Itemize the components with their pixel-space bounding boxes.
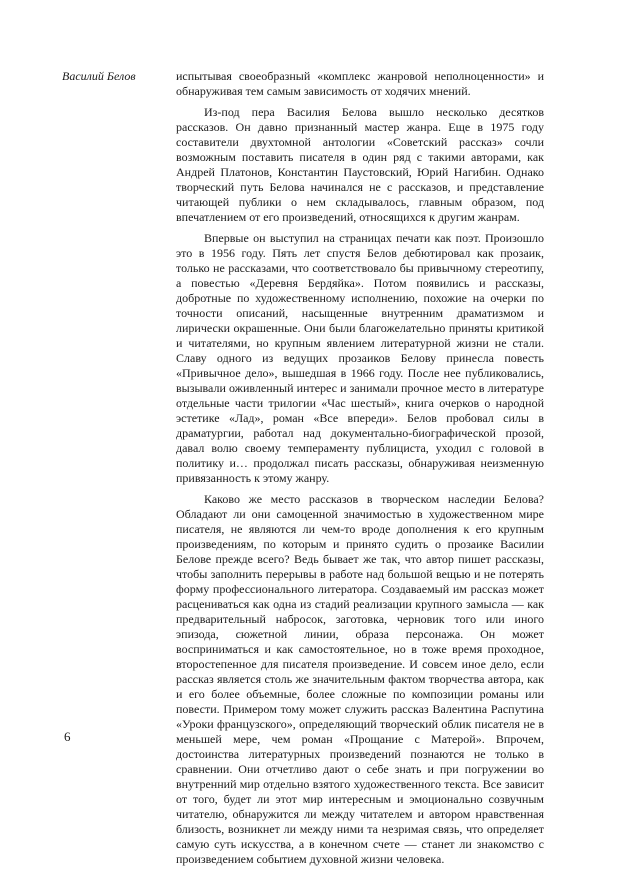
- paragraph-2: Из-под пера Василия Белова вышло несколько десятков рассказов. Он давно признанный мастер жанра. Еще в 1975 году составители двухтомной антологии «Советский рассказ» сочли возможным поставить писателя в один ряд с такими авторами, как Андрей Платонов, Константин Паустовский, Юрий Нагибин. Однако творческий путь Белова начинался не с рассказов, и представление читающей публики о нем складывалось, главным образом, под впечатлением от его произведений, относящихся к другим жанрам.: [176, 105, 544, 224]
- paragraph-1: испытывая своеобразный «комплекс жанровой неполноценности» и обнаруживая тем самым зависимость от ходячих мнений.: [176, 69, 544, 98]
- paragraph-3: Впервые он выступил на страницах печати как поэт. Произошло это в 1956 году. Пять лет спустя Белов дебютировал как прозаик, только не рассказами, что соответствовало бы привычному стереотипу, а повестью «Деревня Бердяйка». Потом появились и рассказы, добротные по художественному исполнению, похожие на очерки по точности описаний, насыщенные внутренним драматизмом и лирически окрашенные. Они были благожелательно приняты критикой и читателями, но крупным явлением литературной жизни не стали. Славу одного из ведущих прозаиков Белову принесла повесть «Привычное дело», вышедшая в 1966 году. После нее публиковались, вызывали оживленный интерес и занимали прочное место в литературе отдельные части трилогии «Час шестый», книга очерков о народной эстетике «Лад», роман «Все впереди». Белов пробовал силы в драматургии, работал над документально-биографической прозой, давал волю своему темпераменту публициста, уходил с головой в политику и… продолжал писать рассказы, обнаруживая неизменную привязанность к этому жанру.: [176, 231, 544, 485]
- paragraph-4: Каково же место рассказов в творческом наследии Белова? Обладают ли они самоценной значимостью в художественном мире писателя, не являются ли чем-то вроде дополнения к его крупным произведениям, по которым и принято судить о прозаике Василии Белове прежде всего? Ведь бывает же так, что автор пишет рассказы, чтобы заполнить перерывы в работе над большой вещью и не потерять форму профессионального литератора. Создаваемый им рассказ может расцениваться как одна из стадий реализации крупного замысла — как предварительный набросок, заготовка, черновик того или иного эпизода, сюжетной линии, образа персонажа. Он может восприниматься и как самостоятельное, но в тоже время проходное, второстепенное для писателя произведение. И совсем иное дело, если рассказ является столь же значительным фактом творчества автора, как и его более объемные, более сложные по композиции романы или повести. Примером тому может служить рассказ Валентина Распутина «Уроки французского», определяющий творческий облик писателя не в меньшей мере, чем роман «Прощание с Матерой». Впрочем, достоинства литературных произведений познаются не только в сравнении. Они отчетливо дают о себе знать и при погружении во внутренний мир отдельно взятого художественного текста. Все зависит от того, будет ли этот мир интересным и эмоционально созвучным читателю, обнаружится ли между читателем и автором нравственная близость, возникнет ли между ними та незримая связь, что определяет самую суть искусства, а в конечном счете — станет ли знакомство с произведением событием духовной жизни человека.: [176, 492, 544, 866]
- body-text: [176, 69, 544, 873]
- page-number: 6: [64, 729, 71, 744]
- running-head-author: Василий Белов: [62, 69, 136, 83]
